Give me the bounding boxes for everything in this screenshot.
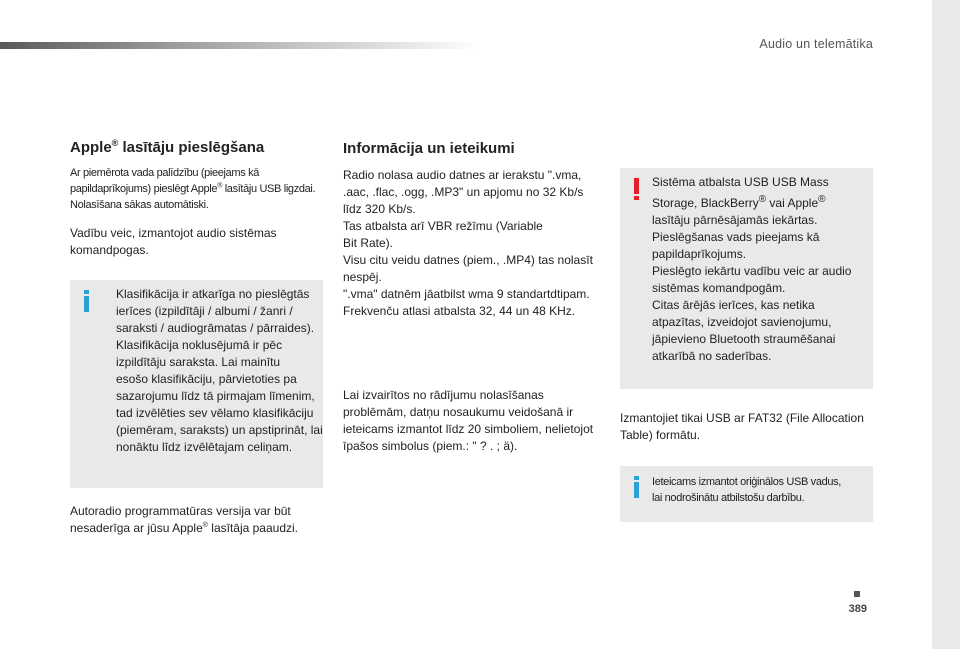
middle-heading: Informācija un ieteikumi [343, 140, 515, 157]
middle-formats-paragraph: Radio nolasa audio datnes ar ierakstu ".vma, .aac, .flac, .ogg, .MP3" un apjomu no 32 Kb/s līdz 320 Kb/s. Tas atbalsta arī VBR režīmu (Variable Bit Rate). Visu citu veidu datnes (piem., .MP4) tas nolasīt nespēj. ".vma" datnēm jāatbilst wma 9 standartdtipam. Frekvenču atlasi atbalsta 32, 44 un 48 KHz. [343, 168, 593, 318]
page-number: 389 [848, 603, 867, 615]
side-margin-strip [932, 0, 960, 649]
left-info-box [70, 280, 323, 488]
info-icon [634, 476, 639, 498]
left-info-text: Klasifikācija ir atkarīga no pieslēgtās ierīces (izpildītāji / albumi / žanri / saraksti / audiogrāmatas / pārraides). Klasifikācija noklusējumā ir pēc izpildītāju saraksta. Lai mainītu esošo klasifikāciju, pārvietoties pa sazarojumu līdz tā pirmajam līmenim, tad izvēlēties sev vēlamo klasifikāciju (piemēram, saraksts) un apstiprināt, lai nonāktu līdz izvēlētajam celiņam. [116, 287, 323, 454]
left-heading: Apple® lasītāju pieslēgšana [70, 138, 265, 156]
left-intro-paragraph: Ar piemērota vada palīdzību (pieejams kā papildaprīkojums) pieslēgt Apple® lasītāju USB ligzdai. Nolasīšana sākas automātiski. [70, 167, 316, 211]
right-fat32-paragraph: Izmantojiet tikai USB ar FAT32 (File Allocation Table) formātu. [620, 411, 864, 442]
info-icon [84, 290, 89, 312]
warning-icon [634, 178, 639, 200]
left-control-paragraph: Vadību veic, izmantojot audio sistēmas komandpogas. [70, 226, 277, 257]
right-warning-text: Sistēma atbalsta USB USB Mass Storage, BlackBerry® vai Apple® lasītāju pārnēsājamās iekārtas. Pieslēgšanas vads pieejams kā papildaprīkojums. Pieslēgto iekārtu vadību veic ar audio sistēmas komandpogām. Citas ārējās ierīces, kas netika atpazītas, izveidojot savienojumu, jāpievieno Bluetooth straumēšanai atkarībā no saderības. [652, 175, 852, 363]
right-info-text: Ieteicams izmantot oriģinālos USB vadus, lai nodrošinātu atbilstošu darbību. [652, 476, 841, 504]
left-compat-paragraph: Autoradio programmatūras versija var būt nesaderīga ar jūsu Apple® lasītāja paaudzi. [70, 504, 298, 535]
page-marker [854, 591, 860, 597]
right-info-box [620, 466, 873, 522]
right-warning-box [620, 168, 873, 389]
header-gradient-bar [0, 42, 480, 49]
section-title: Audio un telemātika [759, 37, 873, 51]
middle-filenames-paragraph: Lai izvairītos no rādījumu nolasīšanas problēmām, datņu nosaukumu veidošanā ir ieteicams izmantot līdz 20 simboliem, nelietojot īpašos simbolus (piem.: " ? . ; ä). [343, 388, 594, 453]
